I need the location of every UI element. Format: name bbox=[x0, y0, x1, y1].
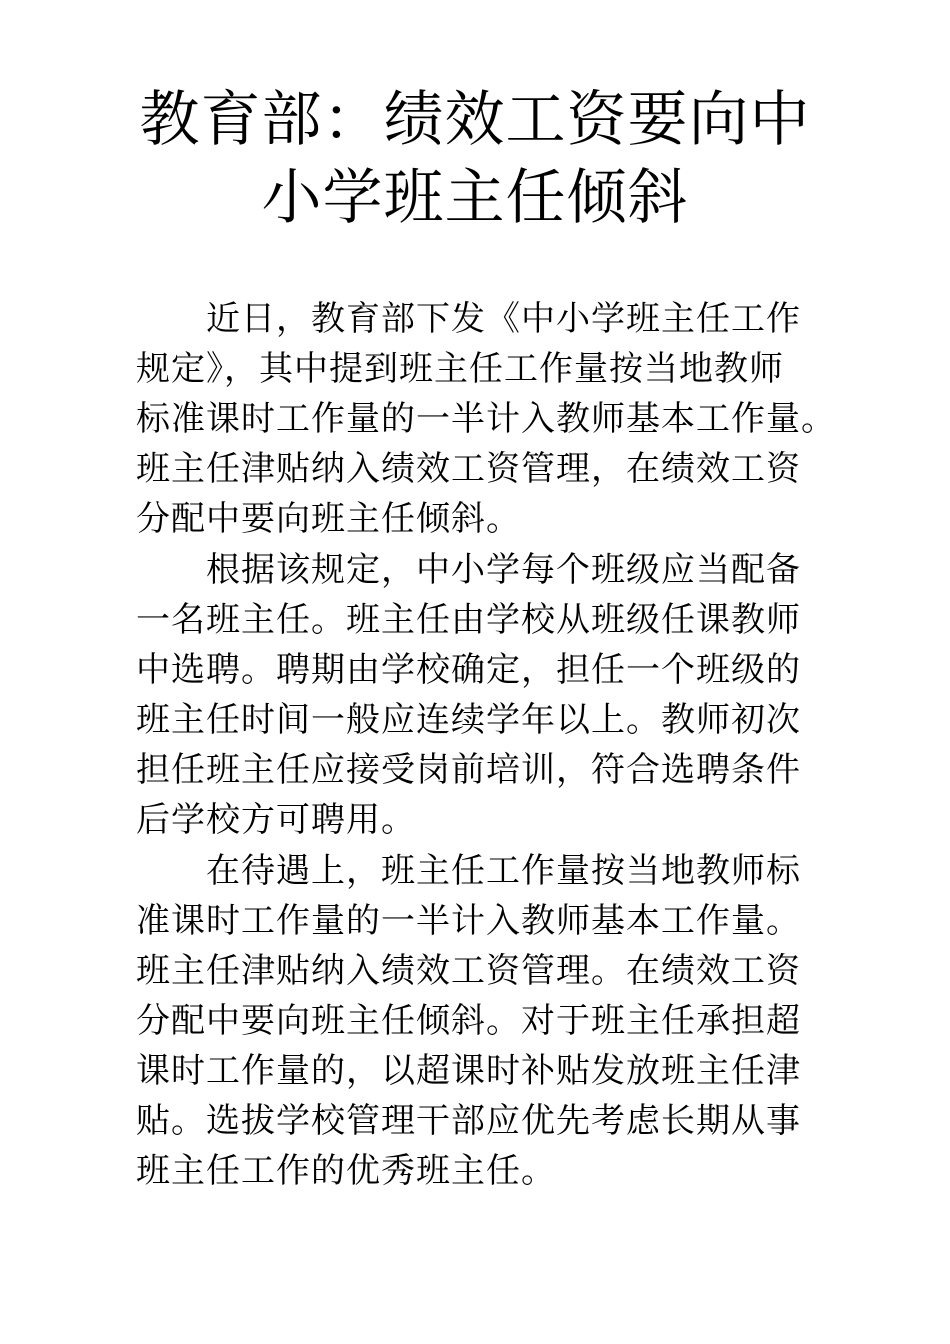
paragraph-3-line: 班主任工作的优秀班主任。 bbox=[136, 1151, 556, 1191]
paragraph-2-line: 担任班主任应接受岗前培训，符合选聘条件 bbox=[136, 750, 801, 790]
paragraph-1-line: 标准课时工作量的一半计入教师基本工作量。 bbox=[136, 399, 836, 439]
paragraph-1-line: 分配中要向班主任倾斜。 bbox=[136, 499, 521, 539]
paragraph-3-line: 分配中要向班主任倾斜。对于班主任承担超 bbox=[136, 1001, 801, 1041]
paragraph-3-line: 班主任津贴纳入绩效工资管理。在绩效工资 bbox=[136, 951, 801, 991]
paragraph-2-line: 根据该规定，中小学每个班级应当配备 bbox=[206, 550, 801, 590]
paragraph-1-line: 班主任津贴纳入绩效工资管理，在绩效工资 bbox=[136, 449, 801, 489]
paragraph-2-line: 中选聘。聘期由学校确定，担任一个班级的 bbox=[136, 650, 801, 690]
document-title-line-1: 教育部：绩效工资要向中 bbox=[139, 85, 811, 155]
paragraph-2-line: 一名班主任。班主任由学校从班级任课教师 bbox=[136, 600, 801, 640]
paragraph-1-line: 规定》，其中提到班主任工作量按当地教师 bbox=[136, 349, 784, 389]
paragraph-3-line: 准课时工作量的一半计入教师基本工作量。 bbox=[136, 901, 801, 941]
paragraph-3-line: 在待遇上，班主任工作量按当地教师标 bbox=[206, 851, 801, 891]
paragraph-3-line: 课时工作量的，以超课时补贴发放班主任津 bbox=[136, 1051, 801, 1091]
paragraph-2-line: 班主任时间一般应连续学年以上。教师初次 bbox=[136, 700, 801, 740]
document-title-line-2: 小学班主任倾斜 bbox=[261, 163, 689, 233]
paragraph-1-line: 近日，教育部下发《中小学班主任工作 bbox=[206, 299, 801, 339]
paragraph-3-line: 贴。选拔学校管理干部应优先考虑长期从事 bbox=[136, 1101, 801, 1141]
paragraph-2-line: 后学校方可聘用。 bbox=[136, 800, 416, 840]
